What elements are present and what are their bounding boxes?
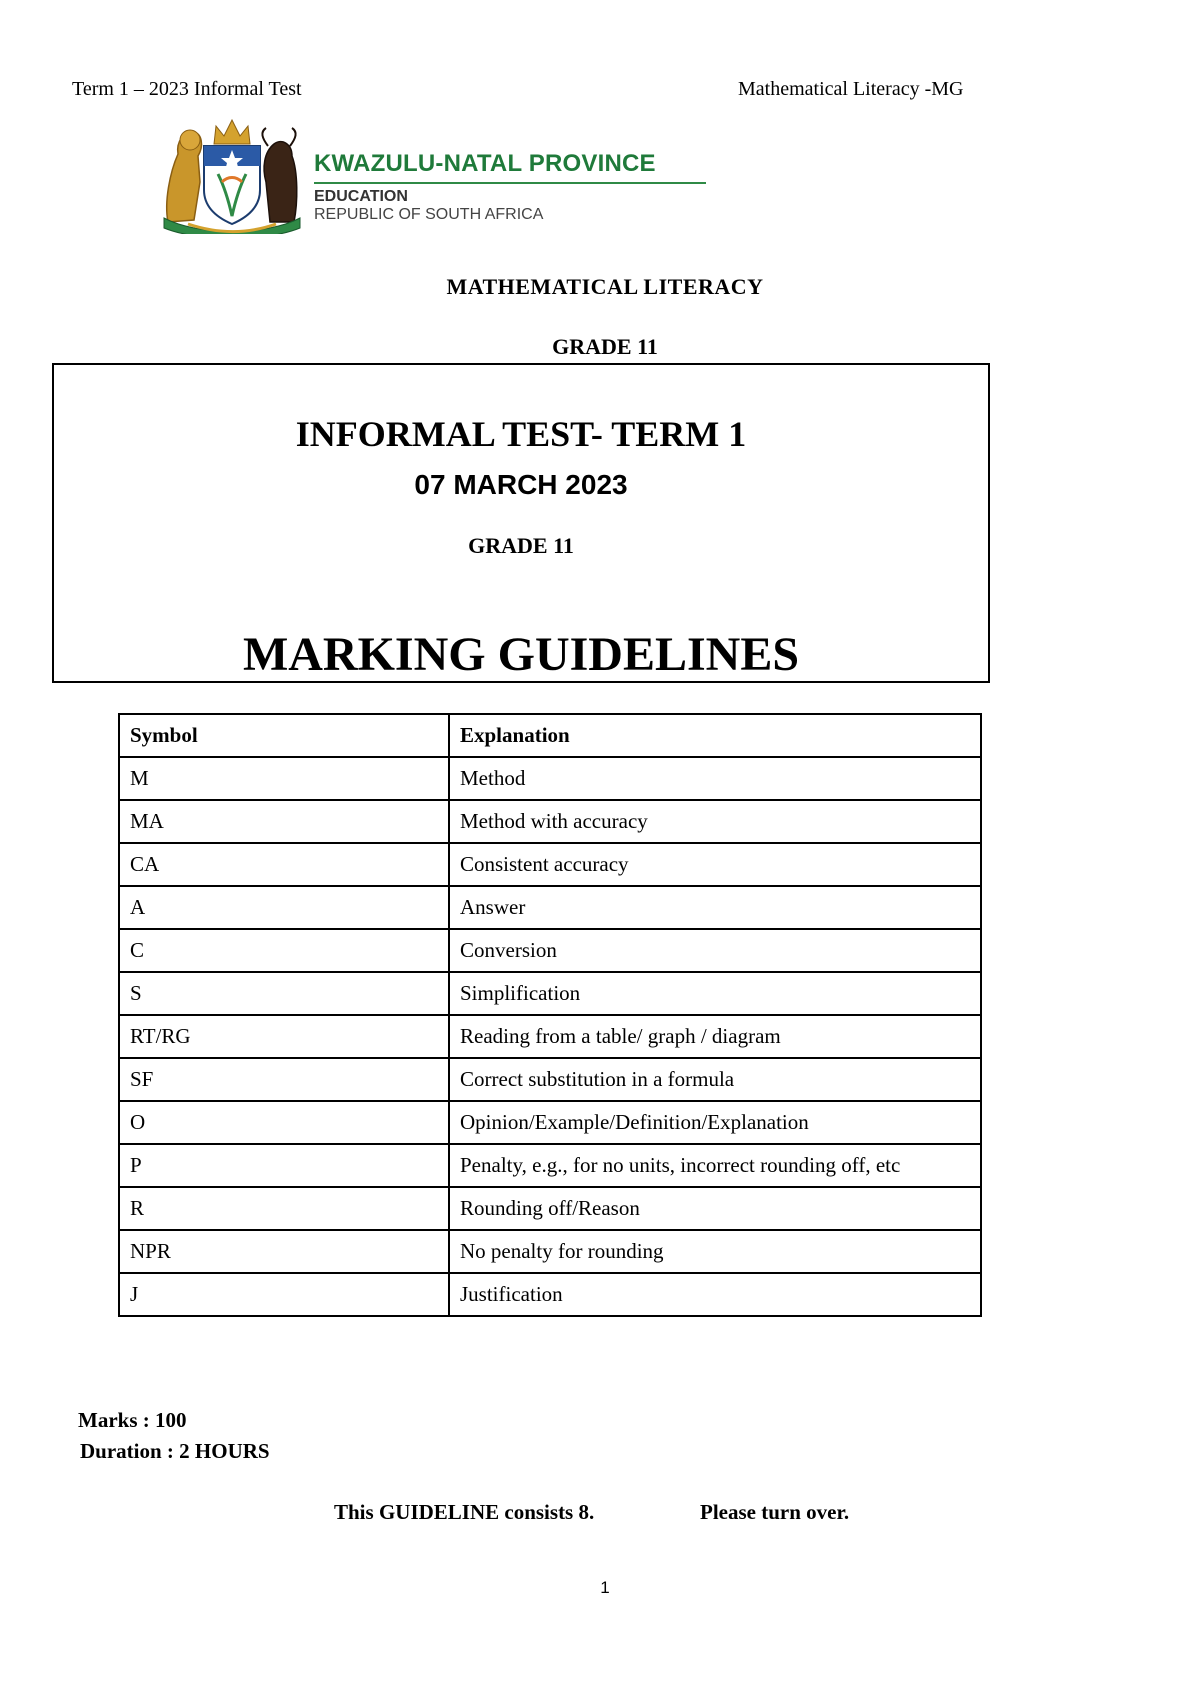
test-duration: Duration : 2 HOURS [80,1439,270,1463]
table-row [119,1101,981,1144]
page-number: 1 [600,1578,610,1597]
table-row [119,886,981,929]
symbol-cell: R [119,1187,449,1230]
table-row [119,1015,981,1058]
symbol-cell: O [119,1101,449,1144]
table-row [119,1058,981,1101]
table-row [119,1273,981,1316]
symbol-cell: J [119,1273,449,1316]
table-header-row [119,714,981,757]
symbol-table [118,713,982,1317]
subject-title: MATHEMATICAL LITERACY [446,274,764,299]
symbol-cell: CA [119,843,449,886]
explanation-cell: Reading from a table/ graph / diagram [449,1015,981,1058]
table-row [119,843,981,886]
explanation-cell: Consistent accuracy [449,843,981,886]
explanation-cell: Answer [449,886,981,929]
total-marks: Marks : 100 [78,1408,187,1432]
country-name: REPUBLIC OF SOUTH AFRICA [314,206,544,223]
table-row [119,1144,981,1187]
explanation-cell: Rounding off/Reason [449,1187,981,1230]
symbol-cell: M [119,757,449,800]
explanation-cell: Method [449,757,981,800]
symbol-cell: NPR [119,1230,449,1273]
turn-over-note: Please turn over. [700,1500,850,1524]
explanation-cell: Opinion/Example/Definition/Explanation [449,1101,981,1144]
symbol-cell: P [119,1144,449,1187]
column-header-symbol: Symbol [119,714,449,757]
box-grade-label: GRADE 11 [468,533,574,558]
header-right: Mathematical Literacy -MG [738,78,964,100]
table-row [119,757,981,800]
symbol-cell: RT/RG [119,1015,449,1058]
symbol-cell: MA [119,800,449,843]
table-row [119,929,981,972]
test-date: 07 MARCH 2023 [414,469,628,500]
department-name: EDUCATION [314,188,408,205]
table-row [119,1187,981,1230]
province-name: KWAZULU-NATAL PROVINCE [314,150,656,177]
table-row [119,972,981,1015]
symbol-cell: S [119,972,449,1015]
symbol-cell: SF [119,1058,449,1101]
logo-divider [314,182,706,184]
explanation-cell: Conversion [449,929,981,972]
table-row [119,1230,981,1273]
explanation-cell: Simplification [449,972,981,1015]
explanation-cell: Correct substitution in a formula [449,1058,981,1101]
grade-label: GRADE 11 [552,334,658,359]
test-title: INFORMAL TEST- TERM 1 [295,414,747,454]
explanation-cell: Justification [449,1273,981,1316]
coat-of-arms-icon [158,112,306,234]
explanation-cell: No penalty for rounding [449,1230,981,1273]
explanation-cell: Method with accuracy [449,800,981,843]
header-left: Term 1 – 2023 Informal Test [72,78,302,100]
title-box [52,363,990,683]
department-logo [158,112,708,234]
marking-guidelines-heading: MARKING GUIDELINES [242,628,800,681]
page-count-note: This GUIDELINE consists 8. [334,1500,595,1524]
table-row [119,800,981,843]
symbol-cell: A [119,886,449,929]
column-header-explanation: Explanation [449,714,981,757]
explanation-cell: Penalty, e.g., for no units, incorrect rounding off, etc [449,1144,981,1187]
symbol-cell: C [119,929,449,972]
